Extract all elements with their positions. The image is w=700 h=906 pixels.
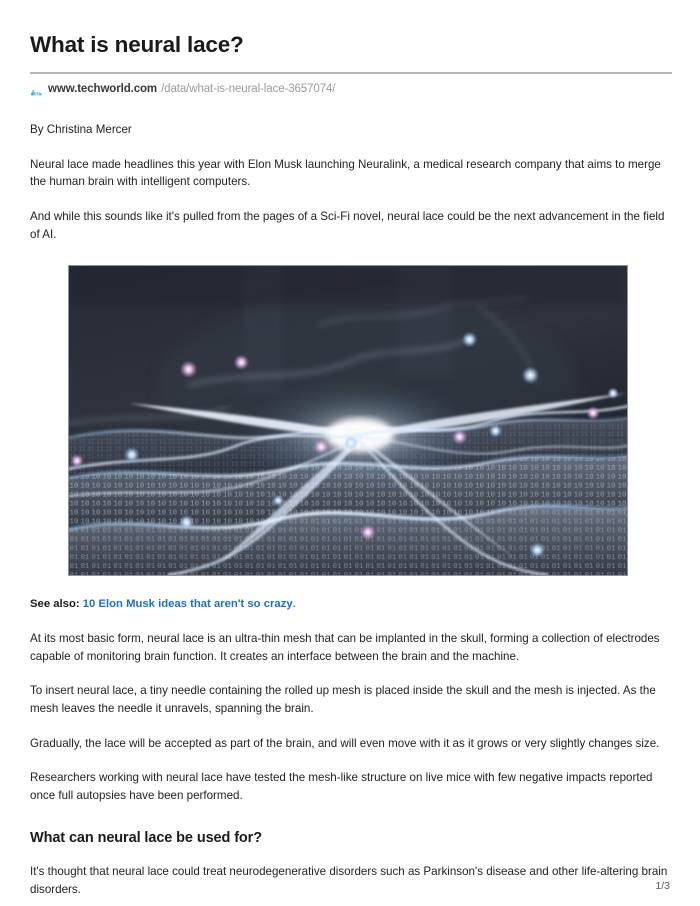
see-also-line — [30, 596, 670, 613]
section-subheading: What can neural lace be used for? — [30, 830, 262, 847]
page-title: What is neural lace? — [30, 32, 244, 57]
see-also-period: . — [292, 598, 296, 611]
title-divider — [30, 72, 672, 74]
page-number: 1/3 — [655, 880, 670, 892]
see-also-link[interactable]: 10 Elon Musk ideas that aren't so crazy — [82, 598, 293, 611]
see-also-label: See also: — [30, 598, 80, 611]
source-path: /data/what-is-neural-lace-3657074/ — [161, 82, 336, 95]
paragraph-body-3: Gradually, the lace will be accepted as part of the brain, and will even move with it as it grows or very slightly changes size. — [30, 736, 660, 750]
article-figure — [68, 265, 628, 576]
paragraph-body-1: At its most basic form, neural lace is an ultra-thin mesh that can be implanted in the skull, forming a collection of electrodes capable of monitoring brain function. It creates an interface between the brain and the machine. — [30, 632, 660, 663]
neural-lace-illustration — [69, 266, 627, 575]
source-domain: www.techworld.com — [48, 82, 158, 95]
byline: By Christina Mercer — [30, 123, 132, 136]
paragraph-intro-1: Neural lace made headlines this year with Elon Musk launching Neuralink, a medical research company that aims to merge the human brain with intelligent computers. — [30, 157, 661, 189]
paragraph-body-2: To insert neural lace, a tiny needle containing the rolled up mesh is placed inside the skull and the mesh is injected. As the mesh leaves the needle it unravels, spanning the brain. — [30, 684, 656, 715]
source-attribution — [30, 83, 670, 96]
paragraph-body-5: It's thought that neural lace could treat neurodegenerative disorders such as Parkinson's disease and other life-altering brain disorders. — [30, 865, 668, 897]
paragraph-body-4: Researchers working with neural lace have tested the mesh-like structure on live mice with few negative impacts reported once full autopsies have been performed. — [30, 771, 653, 802]
techworld-bars-icon — [30, 83, 43, 96]
paragraph-intro-2: And while this sounds like it's pulled from the pages of a Sci-Fi novel, neural lace could be the next advancement in the field of AI. — [30, 210, 665, 241]
